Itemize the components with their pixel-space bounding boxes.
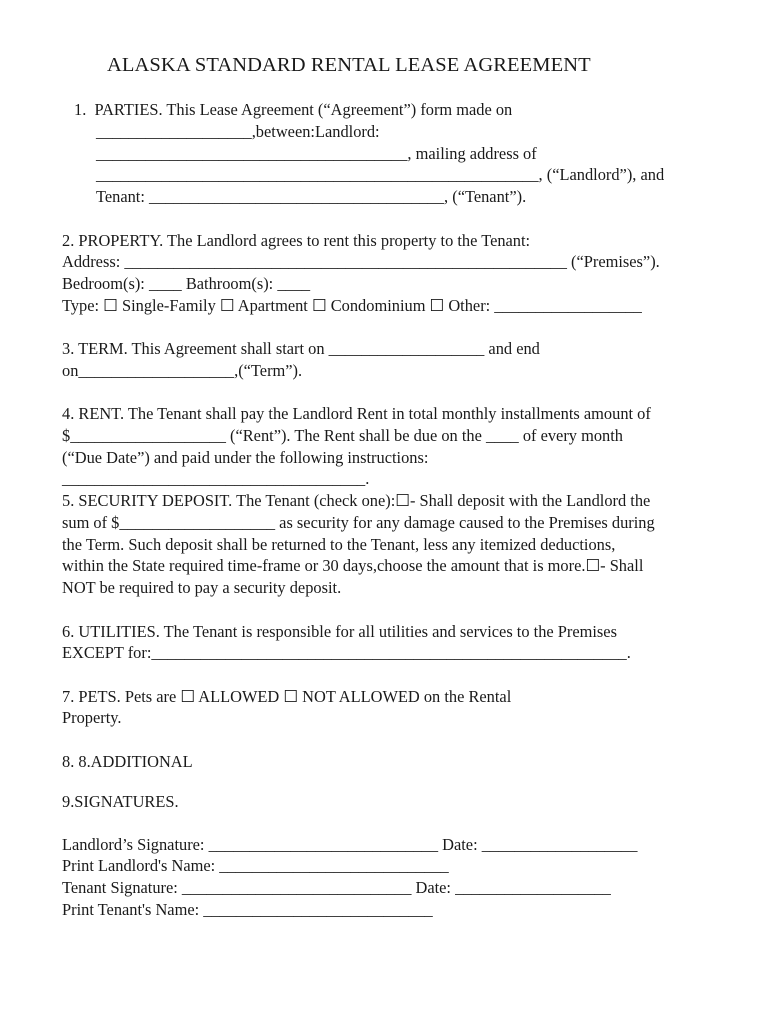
deposit-line-4: within the State required time-frame or 30 days,choose the amount that is more.☐- Shall <box>62 556 644 575</box>
pets-line-2: Property. <box>62 708 122 727</box>
rent-line-1: 4. RENT. The Tenant shall pay the Landlord Rent in total monthly installments amount of <box>62 404 651 423</box>
property-type-line: Type: ☐ Single-Family ☐ Apartment ☐ Condominium ☐ Other: __________________ <box>62 296 642 315</box>
additional-heading: 8. 8.ADDITIONAL <box>62 752 193 771</box>
rent-line-2: $___________________ (“Rent”). The Rent shall be due on the ____ of every month <box>62 426 623 445</box>
tenant-signature-line: Tenant Signature: ____________________________ Date: ___________________ <box>62 878 611 897</box>
rent-line-4: _____________________________________. <box>62 469 370 488</box>
landlord-signature-line: Landlord’s Signature: ____________________________ Date: ___________________ <box>62 835 638 854</box>
property-rooms-line: Bedroom(s): ____ Bathroom(s): ____ <box>62 274 311 293</box>
term-line-1: 3. TERM. This Agreement shall start on ___________________ and end <box>62 339 540 358</box>
deposit-line-3: the Term. Such deposit shall be returned to the Tenant, less any itemized deductions, <box>62 535 616 554</box>
parties-line-2: ___________________,between:Landlord: <box>96 122 380 141</box>
deposit-line-2: sum of $___________________ as security for any damage caused to the Premises during <box>62 513 655 532</box>
utilities-line-2: EXCEPT for:__________________________________________________________. <box>62 643 631 662</box>
term-line-2: on___________________,(“Term”). <box>62 361 303 380</box>
utilities-line-1: 6. UTILITIES. The Tenant is responsible for all utilities and services to the Premises <box>62 622 617 641</box>
rent-line-3: (“Due Date”) and paid under the following instructions: <box>62 448 429 467</box>
landlord-name-line: Print Landlord's Name: ____________________________ <box>62 856 449 875</box>
property-line-1: 2. PROPERTY. The Landlord agrees to rent this property to the Tenant: <box>62 231 531 250</box>
deposit-line-5: NOT be required to pay a security deposit. <box>62 578 342 597</box>
deposit-line-1: 5. SECURITY DEPOSIT. The Tenant (check one):☐- Shall deposit with the Landlord the <box>62 491 651 510</box>
pets-line-1: 7. PETS. Pets are ☐ ALLOWED ☐ NOT ALLOWED on the Rental <box>62 687 512 706</box>
parties-line-4: ______________________________________________________, (“Landlord”), and <box>96 165 665 184</box>
signatures-heading: 9.SIGNATURES. <box>62 792 179 811</box>
tenant-name-line: Print Tenant's Name: ____________________________ <box>62 900 433 919</box>
parties-line-5: Tenant: ____________________________________, (“Tenant”). <box>96 187 527 206</box>
parties-line-1: 1. PARTIES. This Lease Agreement (“Agreement”) form made on <box>74 100 513 119</box>
property-address-line: Address: ______________________________________________________ (“Premises”). <box>62 252 660 271</box>
parties-line-3: ______________________________________, mailing address of <box>96 144 537 163</box>
document-title: ALASKA STANDARD RENTAL LEASE AGREEMENT <box>107 54 591 76</box>
